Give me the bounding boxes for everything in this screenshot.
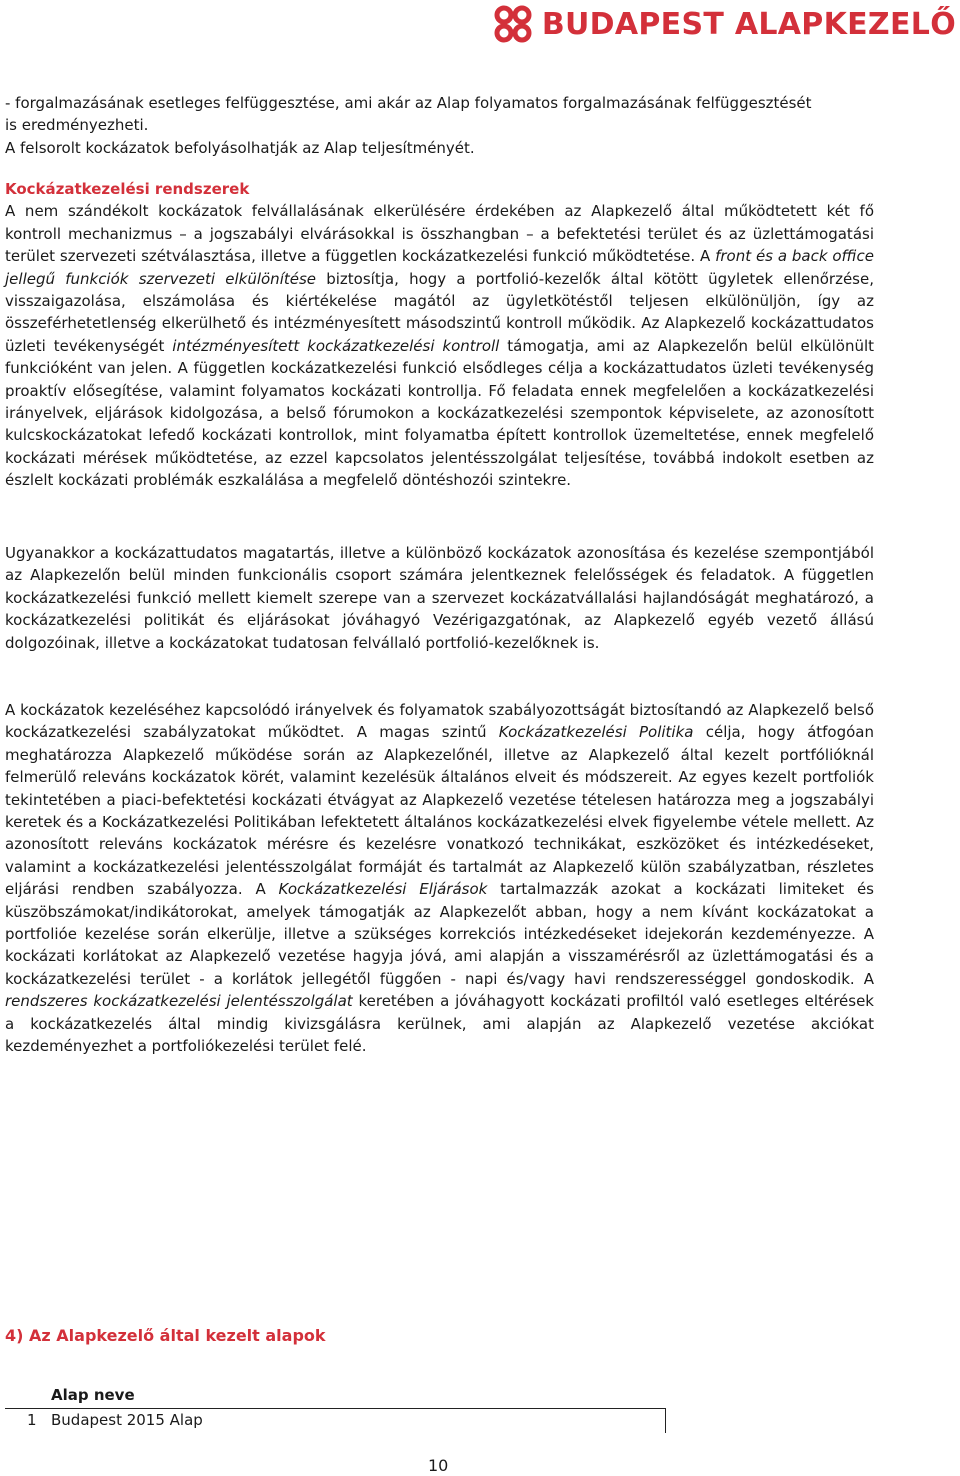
bam-logo-icon bbox=[492, 4, 534, 44]
brand-logo bbox=[492, 4, 956, 44]
intro-line-1: - forgalmazásának esetleges felfüggesztése, ami akár az Alap folyamatos forgalmazásának felfüggesztését bbox=[5, 94, 812, 112]
paragraph-1: A nem szándékolt kockázatok felvállalásának elkerülésére érdekében az Alapkezelő által működtetett két fő kontroll mechanizmus – a jogszabályi elvárásokkal is összhangban – a befektetési terület és az üzlettámogatási terület szervezeti szétválasztása, illetve a független kockázatkezelési funkció működtetése. A front és a back office jellegű funkciók szervezeti elkülönítése biztosítja, hogy a portfolió-kezelők által kötött ügyletek ellenőrzése, visszaigazolása, elszámolása és kiértékelése magától az ügyletkötéstől teljesen elkülönüljön, így az összeférhetetlenség elkerülhető és intézményesített másodszintű kontroll működik. Az Alapkezelő kockázattudatos üzleti tevékenységét intézményesített kockázatkezelési kontroll támogatja, ami az Alapkezelőn belül elkülönült funkcióként van jelen. A független kockázatkezelési funkció elsődleges célja a kockázattudatos üzleti tevékenység proaktív elősegítése, valamint folyamatos kockázati kontrollja. Fő feladata ennek megfelelően a kockázatkezelési irányelvek, eljárások kidolgozása, a belső fórumokon a kockázatkezelési szempontok képviselete, az azonosított kulcskockázatokat lefedő kockázati kontrollok, mint folyamatba épített kontrollok üzemeltetése, ennek megfelelő kockázati mérések működtetése, az ezzel kapcsolatos jelentésszolgálat teljesítése, továbbá indokolt esetben az észlelt kockázati problémák eszkalálása a megfelelő döntéshozói szintekre. bbox=[5, 202, 875, 490]
row-number: 1 bbox=[27, 1411, 37, 1429]
paragraph-3-block bbox=[5, 699, 874, 1058]
funds-section-title: 4) Az Alapkezelő által kezelt alapok bbox=[5, 1326, 326, 1345]
paragraph-3: A kockázatok kezeléséhez kapcsolódó irányelvek és folyamatok szabályozottságát biztosítandó az Alapkezelő belső kockázatkezelési szabályzatokat működtet. A magas szintű Kockázatkezelési Politika célja, hogy átfogóan meghatározza Alapkezelő működése során az Alapkezelőnél, illetve az Alapkezelő által kezelt portfólióknál felmerülő releváns kockázatok körét, valamint kezelésük általános elveit és módszereit. Az egyes kezelt portfoliók tekintetében a piaci-befektetési kockázati étvágyat az Alapkezelő vezetése tételesen határozza meg a jogszabályi keretek és a Kockázatkezelési Politikában lefektetett általános kockázatkezelési elvek figyelembe vétele mellett. Az azonosított releváns kockázatok mérésre és kezelésre vonatkozó technikákat, eszközöket és intézkedéseket, valamint a kockázatkezelési jelentésszolgálat formáját és tartalmát az Alapkezelő külön szabályzatban, részletes eljárási rendben szabályozza. A Kockázatkezelési Eljárások tartalmazzák azokat a kockázati limiteket és küszöbszámokat/indikátorokat, amelyek támogatják az Alapkezelőt abban, hogy a nem kívánt kockázatokat a portfolióe kezelése során elkerülje, illetve a szükséges korrekciós intézkedéseket idejekorán kezdeményezze. A kockázati korlátokat az Alapkezelő vezetése hagyja jóvá, ami alapján a visszamérésről az üzlettámogatási és a kockázatkezelési terület - a korlátok jellegétől függően - napi és/vagy havi rendszerességgel gondoskodik. A rendszeres kockázatkezelési jelentésszolgálat keretében a jóváhagyott kockázati profiltól való esetleges eltérések a kockázatkezelés által mindig kivizsgálásra kerülnek, ami alapján az Alapkezelő vezetése akciókat kezdeményezhet a portfoliókezelési terület felé. bbox=[5, 701, 874, 1056]
paragraph-2: Ugyanakkor a kockázattudatos magatartás, illetve a különböző kockázatok azonosítása és kezelése szempontjából az Alapkezelőn belül minden funkcionális csoport számára jelentkeznek felelősségek és feladatok. A független kockázatkezelési funkció mellett kiemelt szerepe van a szervezet kockázatvállalási hajlandóságát meghatározó, a kockázatkezelési politikát és eljárásokat jóváhagyó Vezérigazgatónak, az Alapkezelő egyéb vezető állású dolgozóinak, illetve a kockázatokat tudatosan felvállaló portfolió-kezelőknek is. bbox=[5, 544, 874, 652]
page-number: 10 bbox=[428, 1456, 449, 1475]
intro-block bbox=[5, 92, 874, 159]
intro-line-2: is eredményezheti. bbox=[5, 116, 149, 135]
paragraph-2-block bbox=[5, 542, 874, 654]
brand-name: BUDAPEST ALAPKEZELŐ bbox=[541, 6, 956, 42]
fund-name: Budapest 2015 Alap bbox=[51, 1411, 203, 1429]
table-row bbox=[5, 1408, 666, 1433]
section-heading: Kockázatkezelési rendszerek bbox=[5, 180, 250, 198]
risk-section bbox=[5, 178, 874, 492]
intro-line-3: A felsorolt kockázatok befolyásolhatják az Alap teljesítményét. bbox=[5, 138, 475, 157]
table-header-fund-name: Alap neve bbox=[51, 1386, 135, 1404]
